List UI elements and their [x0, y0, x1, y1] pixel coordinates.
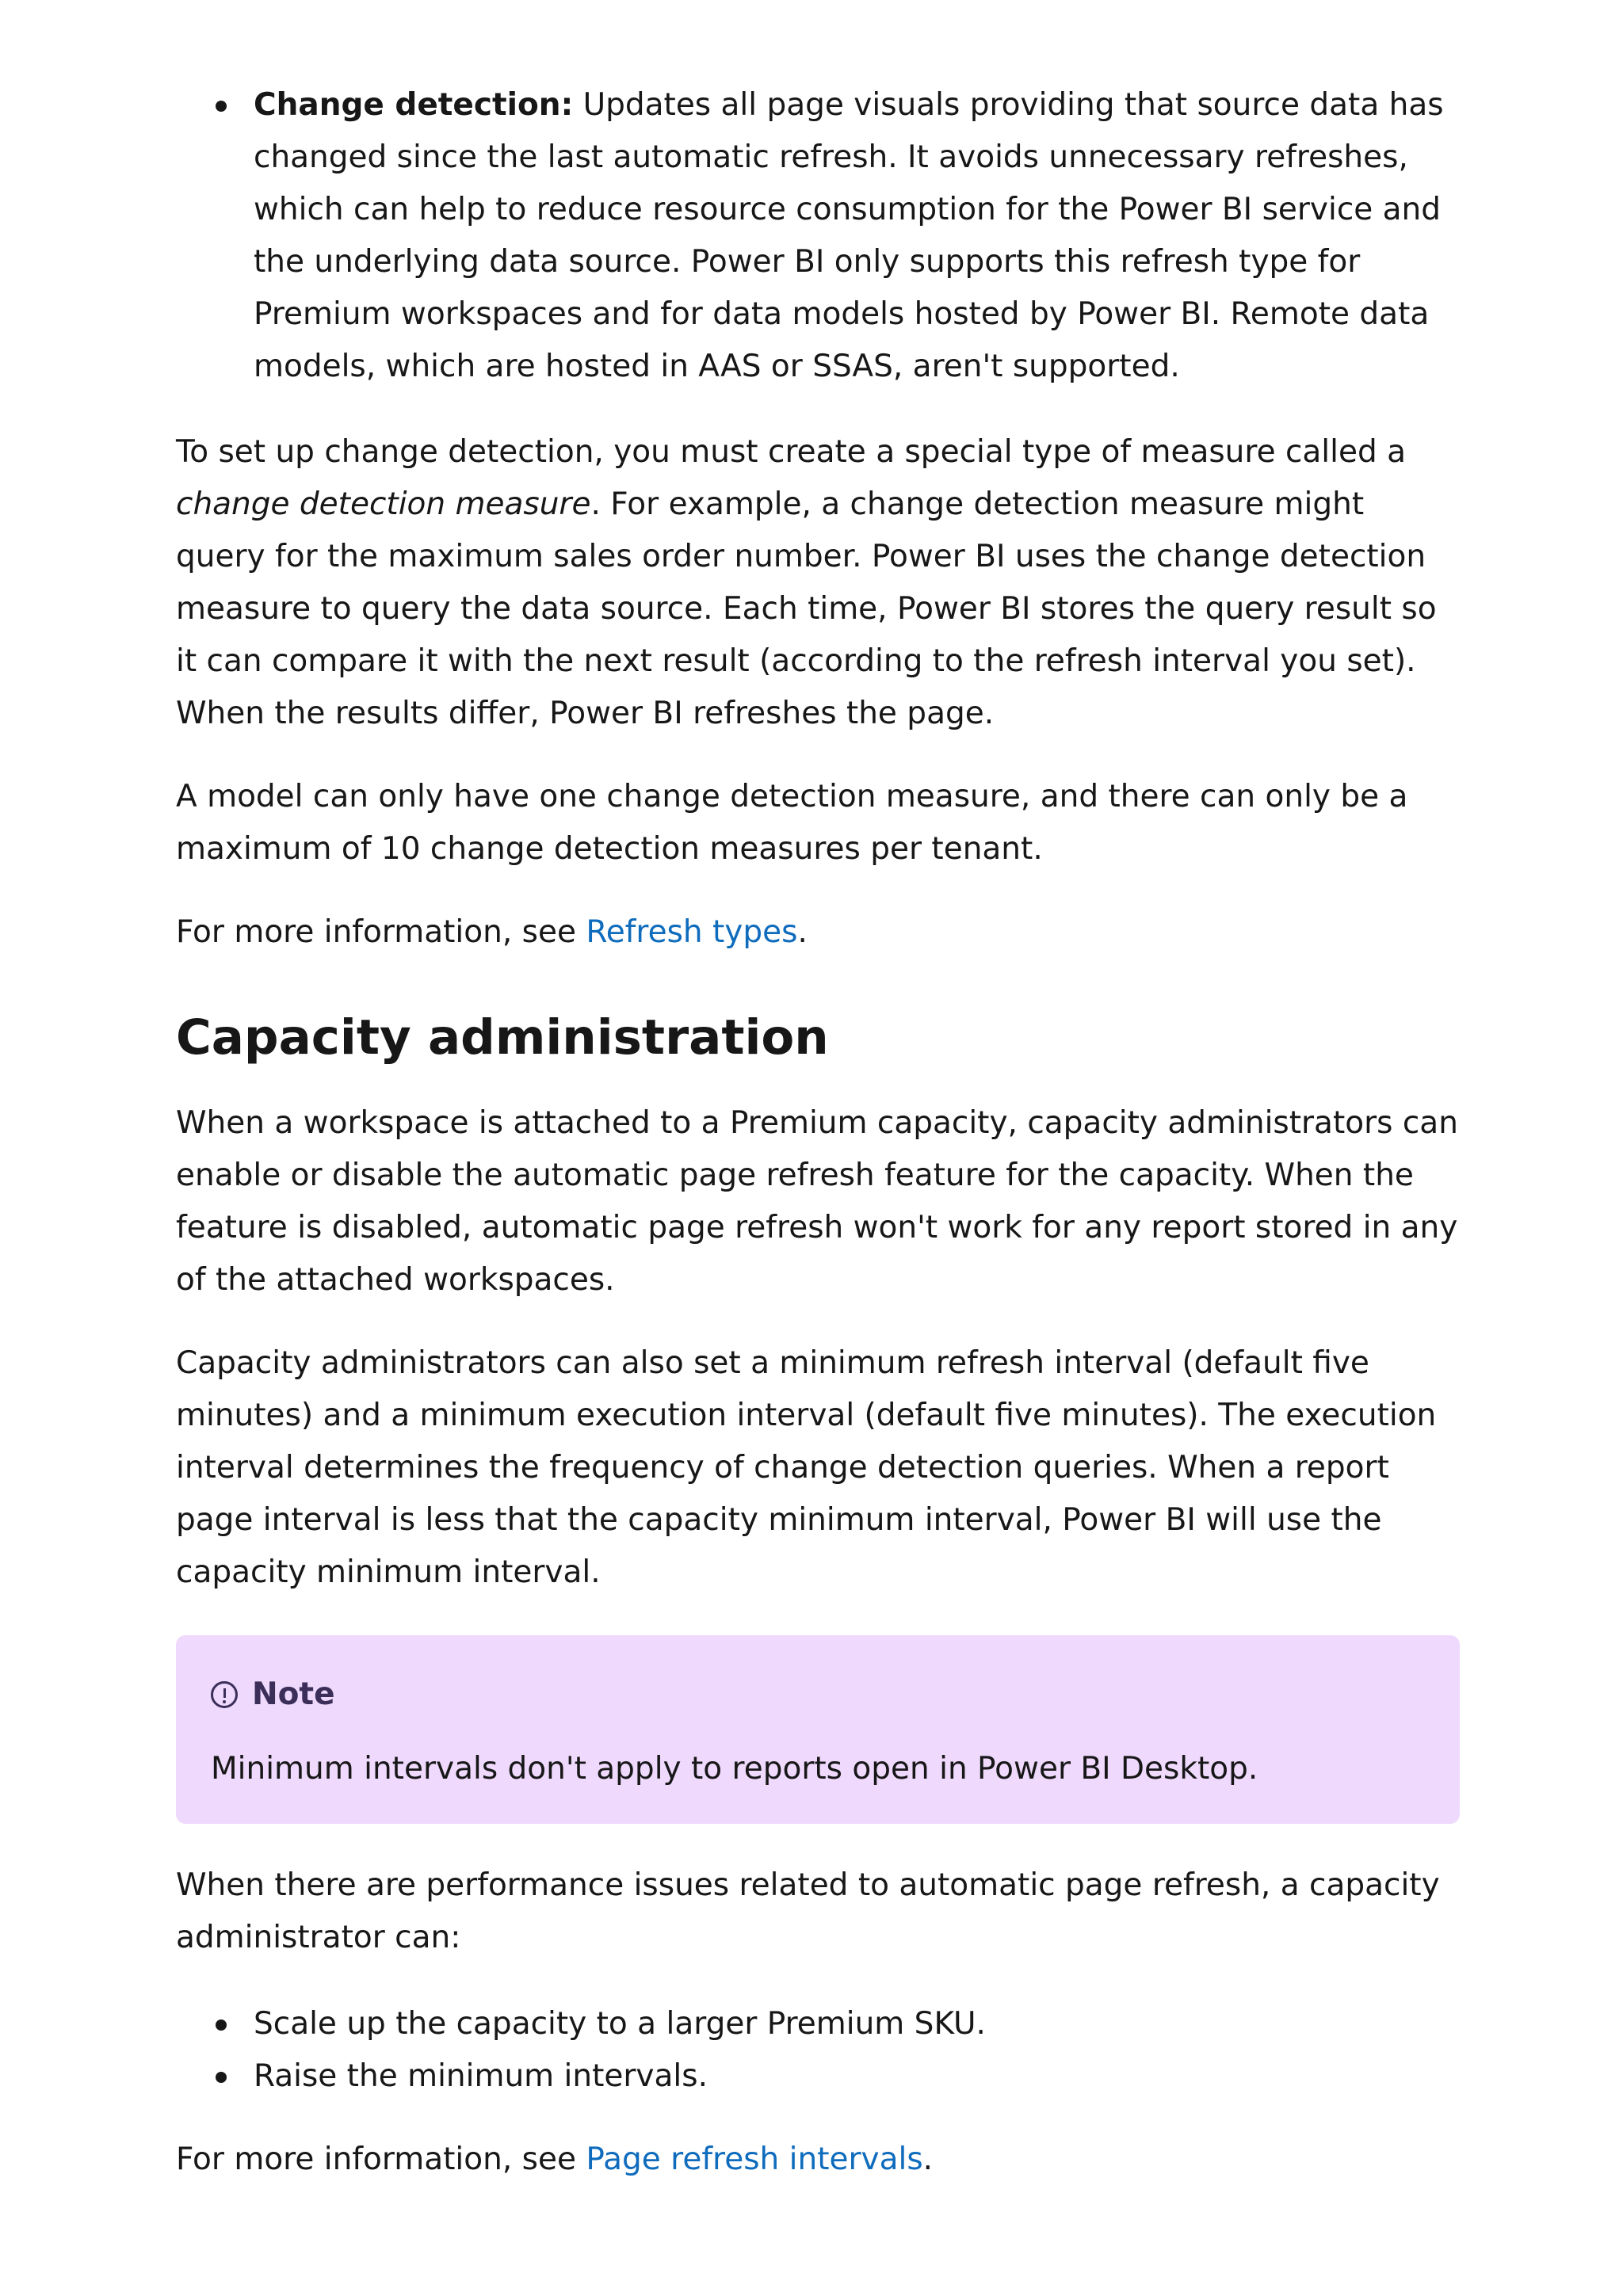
page-refresh-intervals-link[interactable]: Page refresh intervals [586, 2142, 923, 2177]
paragraph-capacity-enable: When a workspace is attached to a Premium capacity, capacity administrators can enable or disable the automatic page refresh feature for the capacity. When the feature is disabled, automatic page refresh won't work for any report stored in any of the attached workspaces. [176, 1105, 1458, 1298]
paragraph-more-info [176, 906, 1460, 959]
note-title: Note [252, 1676, 335, 1712]
list-item-label: Change detection: [254, 87, 574, 123]
paragraph-limit: A model can only have one change detection measure, and there can only be a maximum of 10 change detection measures per tenant. [176, 779, 1408, 867]
list-item-text: Updates all page visuals providing that source data has changed since the last automatic refresh. It avoids unnecessary refreshes, which can help to reduce resource consumption for the Power BI service and the underlying data source. Power BI only supports this refresh type for Premium workspaces and for data models hosted by Power BI. Remote data models, which are hosted in AAS or SSAS, aren't supported. [254, 87, 1444, 384]
paragraph-text: For more information, see [176, 914, 586, 950]
admin-actions-list [176, 1998, 1460, 2103]
paragraph-text: . [797, 914, 808, 950]
note-callout [176, 1635, 1460, 1824]
section-heading: Capacity administration [176, 1009, 829, 1066]
list-item [176, 79, 1460, 393]
paragraph-performance-issues: When there are performance issues related to automatic page refresh, a capacity administrator can: [176, 1867, 1440, 1955]
note-body: Minimum intervals don't apply to reports open in Power BI Desktop. [211, 1751, 1258, 1787]
paragraph-text: . For example, a change detection measure might query for the maximum sales order number. Power BI uses the change detection measure to query the data source. Each time, Power BI stores the query result so it can compare it with the next result (according to the refresh interval you set). When the results differ, Power BI refreshes the page. [176, 486, 1437, 731]
paragraph-text: For more information, see [176, 2142, 586, 2177]
refresh-types-link[interactable]: Refresh types [586, 914, 798, 950]
list-item: Scale up the capacity to a larger Premium SKU. [176, 1998, 1460, 2050]
paragraph-emphasis: change detection measure [176, 486, 591, 522]
paragraph-text: . [922, 2142, 934, 2177]
paragraph-setup [176, 426, 1460, 740]
refresh-type-list [176, 79, 1460, 393]
paragraph-text: To set up change detection, you must create a special type of measure called a [176, 434, 1407, 470]
paragraph-capacity-intervals: Capacity administrators can also set a minimum refresh interval (default five minutes) and a minimum execution interval (default five minutes). The execution interval determines the frequency of change detection queries. When a report page interval is less that the capacity minimum interval, Power BI will use the capacity minimum interval. [176, 1345, 1437, 1590]
article-content [176, 79, 1460, 2186]
note-header [211, 1675, 1425, 1714]
list-item: Raise the minimum intervals. [176, 2050, 1460, 2103]
paragraph-more-info-2 [176, 2134, 1460, 2186]
info-icon [211, 1681, 238, 1708]
